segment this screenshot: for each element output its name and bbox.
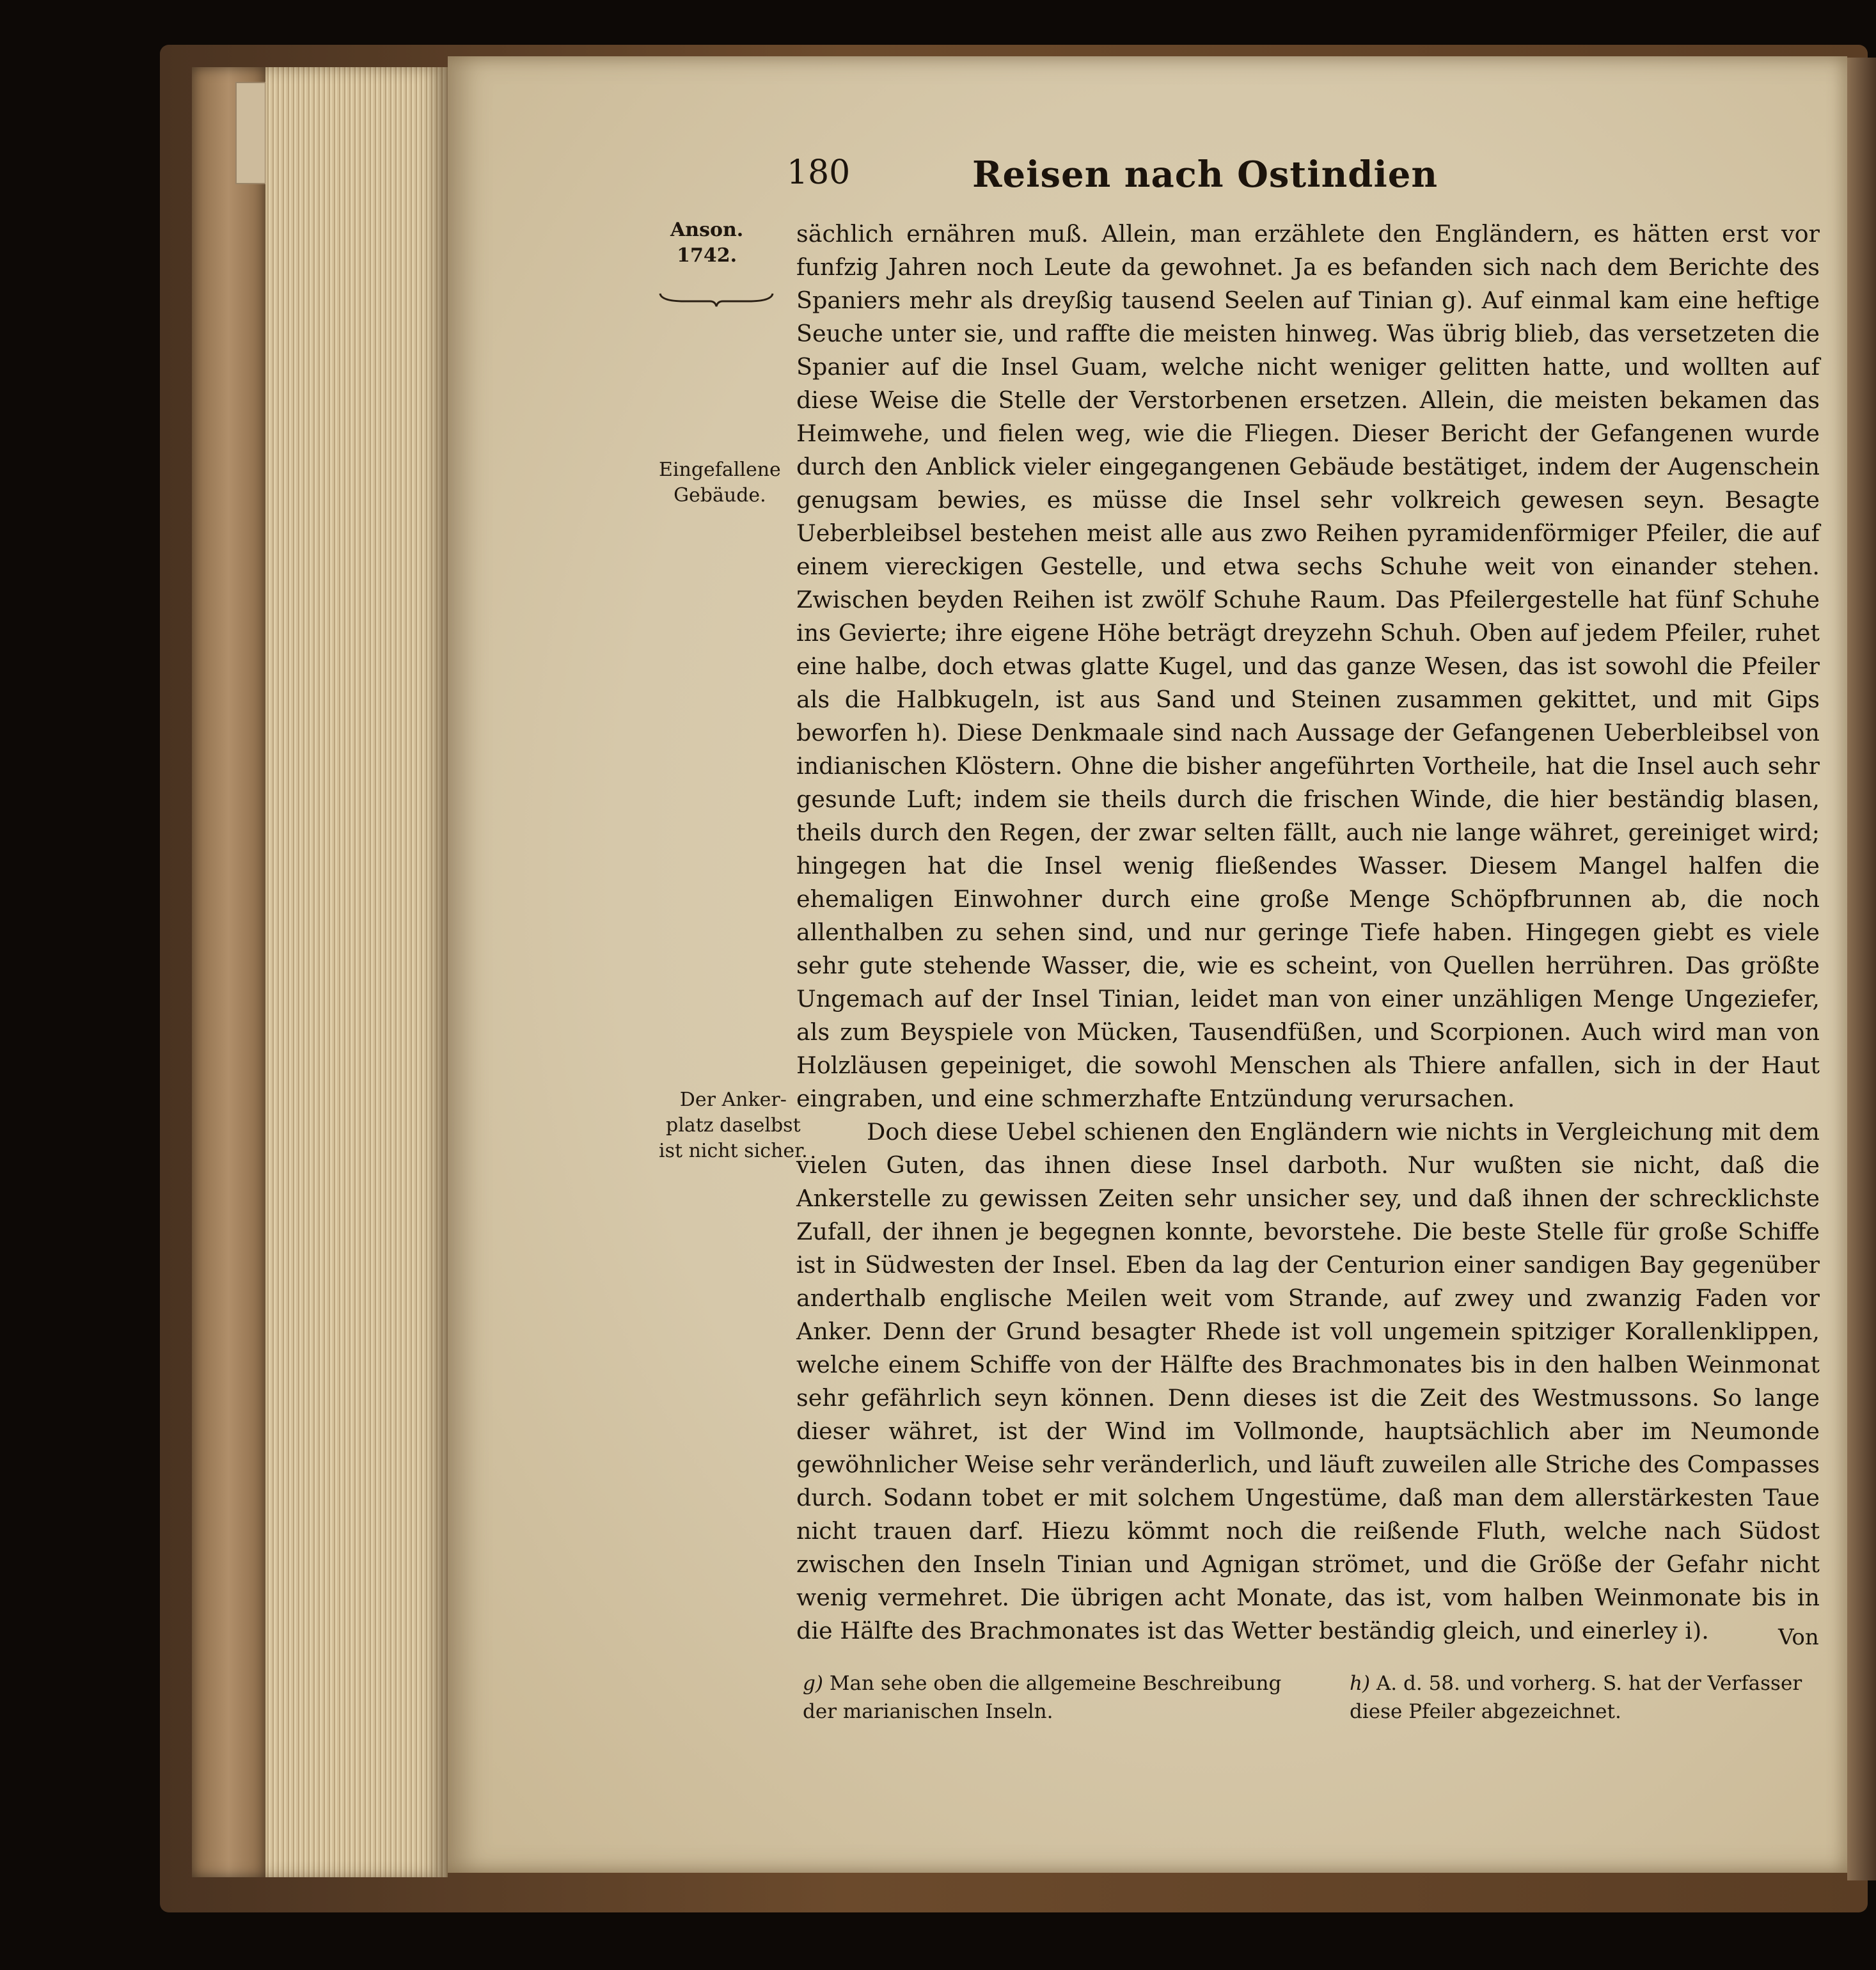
page-header bbox=[787, 154, 1797, 198]
page-number: 180 bbox=[787, 154, 851, 192]
footnote-label: g) bbox=[803, 1672, 823, 1695]
marginal-note-buildings bbox=[659, 457, 781, 508]
footnote-g bbox=[803, 1669, 1314, 1726]
paragraph: Doch diese Uebel schienen den Engländern wie nichts in Vergleichung mit dem vielen Guten, das ihnen diese Insel darboth. Nur wußten sie nicht, daß die Ankerstelle zu gewissen Zeiten sehr unsicher sey, und daß ihnen der schrecklichste Zufall, der ihnen je begegnen konnte, bevorstehe. Die beste Stelle für große Schiffe ist in Südwesten der Insel. Eben da lag der Centurion einer sandigen Bay gegenüber anderthalb englische Meilen weit vom Strande, auf zwey und zwanzig Faden vor Anker. Denn der Grund besagter Rhede ist voll ungemein spitziger Korallenklippen, welche einem Schiffe von der Hälfte des Brachmonates bis in den halben Weinmonat sehr gefährlich seyn können. Denn dieses ist die Zeit des Westmussons. So lange dieser währet, ist der Wind im Vollmonde, hauptsächlich aber im Neumonde gewöhnlicher Weise sehr veränderlich, und läuft zuweilen alle Striche des Compasses durch. Sodann tobet er mit solchem Ungestüme, daß man dem allerstärkesten Taue nicht trauen darf. Hiezu kömmt noch die reißende Fluth, welche nach Südost zwischen den Inseln Tinian und Agnigan strömet, und die Größe der Gefahr nicht wenig vermehret. Die übrigen acht Monate, das ist, vom halben Weinmonate bis in die Hälfte des Brachmonates ist das Wetter beständig gleich, und einerley i). bbox=[796, 1118, 1820, 1644]
marginal-line: Eingefallene bbox=[659, 459, 781, 481]
left-cover-board bbox=[192, 67, 265, 1877]
footnote-h bbox=[1350, 1669, 1836, 1726]
marginal-line: Gebäude. bbox=[674, 484, 766, 507]
catchword: Von bbox=[1778, 1625, 1819, 1650]
running-title: Reisen nach Ostindien bbox=[972, 154, 1439, 196]
right-cover-board bbox=[1847, 58, 1876, 1880]
marginal-line: 1742. bbox=[677, 244, 737, 267]
footnote-text: Man sehe oben die allgemeine Beschreibung der marianischen Inseln. bbox=[803, 1672, 1282, 1723]
main-text bbox=[796, 217, 1820, 1648]
marginal-line: platz daselbst bbox=[666, 1114, 801, 1137]
marginal-line: Anson. bbox=[670, 219, 744, 241]
marginal-note-anson bbox=[670, 217, 743, 269]
marginal-line: Der Anker- bbox=[679, 1089, 787, 1111]
marginal-line: ist nicht sicher. bbox=[659, 1140, 808, 1162]
marginal-note-anchorage bbox=[659, 1087, 808, 1164]
footnote-label: h) bbox=[1350, 1672, 1371, 1695]
footnote-text: A. d. 58. und vorherg. S. hat der Verfasser diese Pfeiler abgezeichnet. bbox=[1350, 1672, 1802, 1723]
previous-page-stub bbox=[235, 82, 266, 184]
brace-ornament bbox=[659, 291, 774, 308]
page-edges bbox=[265, 67, 448, 1877]
paragraph: sächlich ernähren muß. Allein, man erzählete den Engländern, es hätten erst vor funfzig Jahren noch Leute da gewohnet. Ja es befanden sich nach dem Berichte des Spaniers mehr als dreyßig tausend Seelen auf Tinian g). Auf einmal kam eine heftige Seuche unter sie, und raffte die meisten hinweg. Was übrig blieb, das versetzeten die Spanier auf die Insel Guam, welche nicht weniger gelitten hatte, und wollten auf diese Weise die Stelle der Verstorbenen ersetzen. Allein, die meisten bekamen das Heimwehe, und fielen weg, wie die Fliegen. Dieser Bericht der Gefangenen wurde durch den Anblick vieler eingegangenen Gebäude bestätiget, indem der Augenschein genugsam bewies, es müsse die Insel sehr volkreich gewesen seyn. Besagte Ueberbleibsel bestehen meist alle aus zwo Reihen pyramidenförmiger Pfeiler, die auf einem viereckigen Gestelle, und etwa sechs Schuhe weit von einander stehen. Zwischen beyden Reihen ist zwölf Schuhe Raum. Das Pfeilergestelle hat fünf Schuhe ins Gevierte; ihre eigene Höhe beträgt dreyzehn Schuh. Oben auf jedem Pfeiler, ruhet eine halbe, doch etwas glatte Kugel, und das ganze Wesen, das ist sowohl die Pfeiler als die Halbkugeln, ist aus Sand und Steinen zusammen gekittet, und mit Gips beworfen h). Diese Denkmaale sind nach Aussage der Gefangenen Ueberbleibsel von indianischen Klöstern. Ohne die bisher angeführten Vortheile, hat die Insel auch sehr gesunde Luft; indem sie theils durch die frischen Winde, die hier beständig blasen, theils durch den Regen, der zwar selten fällt, auch nie lange währet, gereiniget wird; hingegen hat die Insel wenig fließendes Wasser. Diesem Mangel halfen die ehemaligen Einwohner durch eine große Menge Schöpfbrunnen ab, die noch allenthalben zu sehen sind, und nur geringe Tiefe haben. Hingegen giebt es viele sehr gute stehende Wasser, die, wie es scheint, von Quellen herrühren. Das größte Ungemach auf der Insel Tinian, leidet man von einer unzähligen Menge Ungeziefer, als zum Beyspiele von Mücken, Tausendfüßen, und Scorpionen. Auch wird man von Holzläusen gepeiniget, die sowohl Menschen als Thiere anfallen, sich in der Haut eingraben, und eine schmerzhafte Entzündung verursachen. bbox=[796, 220, 1820, 1112]
